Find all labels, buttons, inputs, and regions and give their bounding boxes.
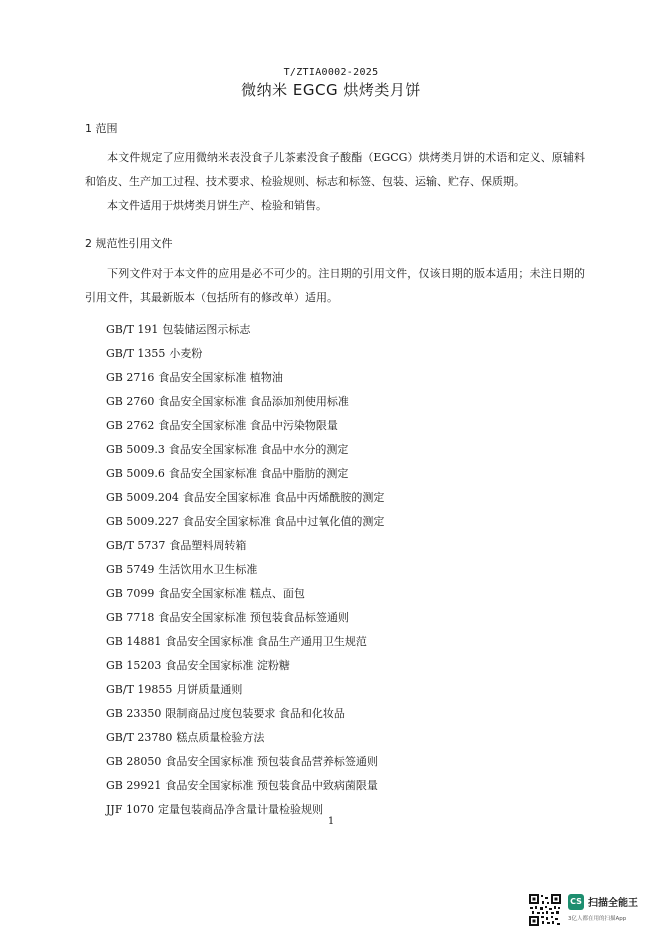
reference-name: 包装储运图示标志 — [162, 323, 251, 336]
reference-name: 食品安全国家标准 食品中过氧化值的测定 — [182, 515, 385, 528]
reference-item — [106, 750, 384, 774]
scope-paragraph-1: 本文件规定了应用微纳米表没食子儿茶素没食子酸酯（EGCG）烘烤类月饼的术语和定义、原辅料和馅皮、生产加工过程、技术要求、检验规则、标志和标签、包装、运输、贮存、保质期。 — [85, 151, 585, 188]
reference-item — [106, 366, 384, 390]
reference-code: GB 5009.227 — [106, 515, 179, 528]
reference-code: GB 23350 — [106, 707, 162, 720]
reference-name: 食品安全国家标准 淀粉糖 — [165, 659, 290, 672]
reference-item — [106, 678, 384, 702]
reference-item — [106, 582, 384, 606]
reference-code: GB 5009.6 — [106, 467, 165, 480]
scanner-app-badge — [528, 893, 658, 931]
reference-item — [106, 414, 384, 438]
reference-name: 食品安全国家标准 食品中水分的测定 — [168, 443, 349, 456]
reference-code: GB 2760 — [106, 395, 155, 408]
reference-item — [106, 702, 384, 726]
reference-code: GB 7099 — [106, 587, 155, 600]
standard-code: T/ZTIA0002-2025 — [283, 67, 379, 78]
reference-name: 生活饮用水卫生标准 — [158, 563, 258, 576]
reference-item — [106, 726, 384, 750]
reference-name: 食品安全国家标准 食品中脂肪的测定 — [168, 467, 349, 480]
reference-code: GB/T 19855 — [106, 683, 173, 696]
reference-name: 食品安全国家标准 食品中丙烯酰胺的测定 — [182, 491, 385, 504]
reference-name: 小麦粉 — [169, 347, 203, 360]
reference-item — [106, 774, 384, 798]
reference-name: 月饼质量通则 — [176, 683, 243, 696]
reference-code: GB 15203 — [106, 659, 162, 672]
reference-code: JJF 1070 — [106, 803, 154, 816]
reference-name: 食品安全国家标准 糕点、面包 — [158, 587, 305, 600]
reference-name: 食品安全国家标准 食品中污染物限量 — [158, 419, 338, 432]
reference-code: GB 2716 — [106, 371, 155, 384]
scanner-brand-tagline: 3亿人都在用的扫描App — [568, 916, 627, 922]
reference-item — [106, 390, 384, 414]
reference-item — [106, 462, 384, 486]
reference-code: GB/T 23780 — [106, 731, 173, 744]
scope-paragraph-2: 本文件适用于烘烤类月饼生产、检验和销售。 — [107, 199, 327, 212]
reference-code: GB 28050 — [106, 755, 162, 768]
reference-item — [106, 510, 384, 534]
reference-name: 定量包装商品净含量计量检验规则 — [157, 803, 323, 816]
section-heading-scope: 1 范围 — [85, 122, 118, 135]
references-intro-paragraph: 下列文件对于本文件的应用是必不可少的。注日期的引用文件，仅该日期的版本适用；未注日期的引用文件，其最新版本（包括所有的修改单）适用。 — [85, 267, 585, 304]
reference-item — [106, 486, 384, 510]
reference-code: GB/T 1355 — [106, 347, 166, 360]
reference-code: GB 29921 — [106, 779, 162, 792]
reference-code: GB 5009.3 — [106, 443, 165, 456]
cs-logo-icon: CS — [568, 894, 584, 910]
reference-code: GB 5009.204 — [106, 491, 179, 504]
reference-name: 食品塑料周转箱 — [169, 539, 247, 552]
reference-item — [106, 342, 384, 366]
reference-item — [106, 318, 384, 342]
document-title: 微纳米 EGCG 烘烤类月饼 — [241, 81, 421, 99]
reference-code: GB 7718 — [106, 611, 155, 624]
qr-code-icon — [528, 893, 562, 927]
reference-item — [106, 534, 384, 558]
reference-item — [106, 654, 384, 678]
reference-code: GB/T 191 — [106, 323, 159, 336]
reference-name: 食品安全国家标准 食品添加剂使用标准 — [158, 395, 349, 408]
reference-list — [106, 318, 384, 822]
reference-name: 食品安全国家标准 食品生产通用卫生规范 — [165, 635, 367, 648]
reference-name: 食品安全国家标准 预包装食品标签通则 — [158, 611, 349, 624]
scanner-brand-name: 扫描全能王 — [588, 898, 638, 909]
reference-code: GB 14881 — [106, 635, 162, 648]
reference-item — [106, 630, 384, 654]
reference-name: 食品安全国家标准 植物油 — [158, 371, 283, 384]
section-heading-normative-references: 2 规范性引用文件 — [85, 237, 173, 250]
reference-name: 糕点质量检验方法 — [176, 731, 265, 744]
reference-item — [106, 558, 384, 582]
reference-name: 食品安全国家标准 预包装食品营养标签通则 — [165, 755, 378, 768]
reference-item — [106, 438, 384, 462]
page-number: 1 — [327, 816, 335, 827]
reference-code: GB 5749 — [106, 563, 155, 576]
reference-item — [106, 606, 384, 630]
reference-name: 食品安全国家标准 预包装食品中致病菌限量 — [165, 779, 378, 792]
reference-code: GB/T 5737 — [106, 539, 166, 552]
reference-name: 限制商品过度包装要求 食品和化妆品 — [165, 707, 345, 720]
reference-code: GB 2762 — [106, 419, 155, 432]
